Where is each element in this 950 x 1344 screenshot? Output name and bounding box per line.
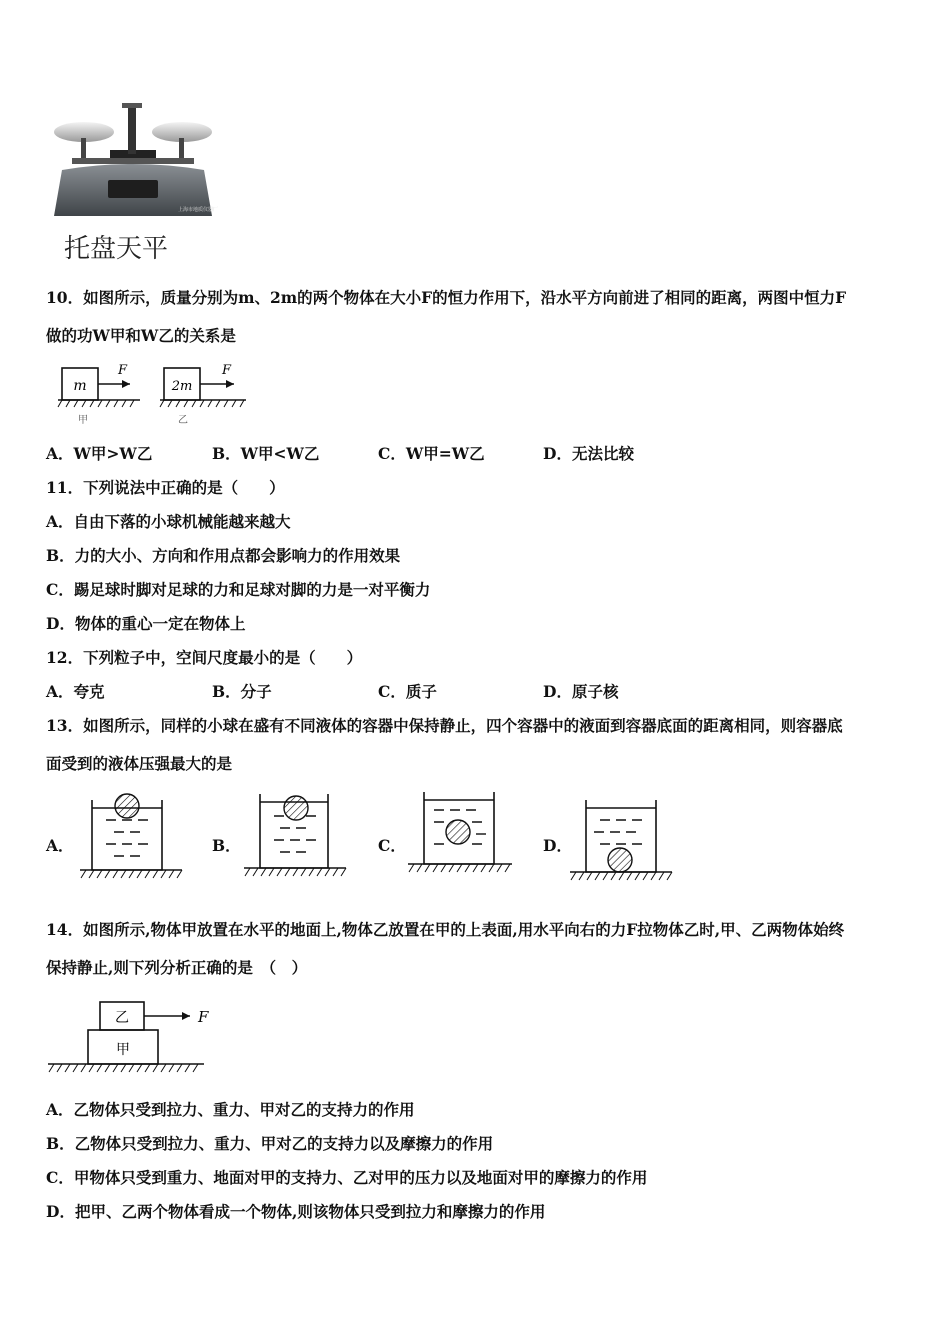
balance-caption: 托盘天平 bbox=[64, 234, 169, 264]
q10-stem-line2: 做的功W甲和W乙的关系是 bbox=[46, 326, 236, 345]
q12-option-d[interactable]: D．原子核 bbox=[543, 682, 619, 701]
q12-stem: 12．下列粒子中，空间尺度最小的是（ ） bbox=[46, 648, 363, 667]
q11-stem: 11．下列说法中正确的是（ ） bbox=[46, 478, 285, 497]
q14-option-b[interactable]: B．乙物体只受到拉力、重力、甲对乙的支持力以及摩擦力的作用 bbox=[46, 1134, 494, 1153]
q12-option-c[interactable]: C．质子 bbox=[378, 682, 437, 701]
q14-top-label: 乙 bbox=[115, 1010, 129, 1026]
q11-option-b[interactable]: B．力的大小、方向和作用点都会影响力的作用效果 bbox=[46, 546, 401, 565]
q13-container-c bbox=[404, 786, 514, 882]
q13-container-b bbox=[240, 788, 350, 884]
q14-stem-line1: 14．如图所示,物体甲放置在水平的地面上,物体乙放置在甲的上表面,用水平向右的力F拉物体乙时,甲、乙两物体始终 bbox=[46, 920, 845, 939]
q10-label1: 甲 bbox=[78, 415, 88, 426]
q13-stem-line1: 13．如图所示，同样的小球在盛有不同液体的容器中保持静止，四个容器中的液面到容器底面的距离相同，则容器底 bbox=[46, 716, 843, 735]
q14-option-c[interactable]: C．甲物体只受到重力、地面对甲的支持力、乙对甲的压力以及地面对甲的摩擦力的作用 bbox=[46, 1168, 648, 1187]
q11-option-d[interactable]: D．物体的重心一定在物体上 bbox=[46, 614, 246, 633]
q10-label2: 乙 bbox=[178, 415, 188, 426]
q10-box1-label: m bbox=[73, 378, 87, 394]
q13-option-a[interactable]: A． bbox=[46, 836, 74, 855]
q14-force-label: F bbox=[198, 1008, 209, 1026]
q14-stem-line2: 保持静止,则下列分析正确的是 （ ） bbox=[46, 958, 308, 977]
q13-stem-line2: 面受到的液体压强最大的是 bbox=[46, 754, 233, 773]
balance-sticker: 上海市地质仪器厂 bbox=[178, 207, 218, 213]
q10-option-a[interactable]: A．W甲>W乙 bbox=[46, 444, 153, 463]
q14-figure bbox=[44, 996, 224, 1080]
q10-option-d[interactable]: D．无法比较 bbox=[543, 444, 634, 463]
q10-force2-label: F bbox=[222, 363, 232, 378]
q11-option-a[interactable]: A．自由下落的小球机械能越来越大 bbox=[46, 512, 291, 531]
q12-option-a[interactable]: A．夸克 bbox=[46, 682, 105, 701]
q10-option-b[interactable]: B．W甲<W乙 bbox=[212, 444, 320, 463]
q13-container-a bbox=[78, 790, 186, 886]
q10-option-c[interactable]: C．W甲=W乙 bbox=[378, 444, 485, 463]
q14-bottom-label: 甲 bbox=[116, 1042, 130, 1058]
q13-option-d[interactable]: D． bbox=[543, 836, 572, 855]
q12-option-b[interactable]: B．分子 bbox=[212, 682, 272, 701]
q10-figure bbox=[56, 360, 256, 430]
q14-option-d[interactable]: D．把甲、乙两个物体看成一个物体,则该物体只受到拉力和摩擦力的作用 bbox=[46, 1202, 546, 1221]
q13-container-d bbox=[566, 790, 676, 886]
q11-option-c[interactable]: C．踢足球时脚对足球的力和足球对脚的力是一对平衡力 bbox=[46, 580, 431, 599]
q10-stem-text: 10．如图所示，质量分别为m、2m的两个物体在大小F的恒力作用下，沿水平方向前进了相同的距离，两图中恒力F bbox=[46, 288, 847, 307]
balance-image bbox=[48, 98, 218, 218]
q13-option-c[interactable]: C． bbox=[378, 836, 406, 855]
q10-stem-line1 bbox=[46, 286, 846, 308]
q14-option-a[interactable]: A．乙物体只受到拉力、重力、甲对乙的支持力的作用 bbox=[46, 1100, 415, 1119]
q13-option-b[interactable]: B． bbox=[212, 836, 241, 855]
q10-force1-label: F bbox=[118, 363, 128, 378]
q10-box2-label: 2m bbox=[171, 379, 193, 394]
